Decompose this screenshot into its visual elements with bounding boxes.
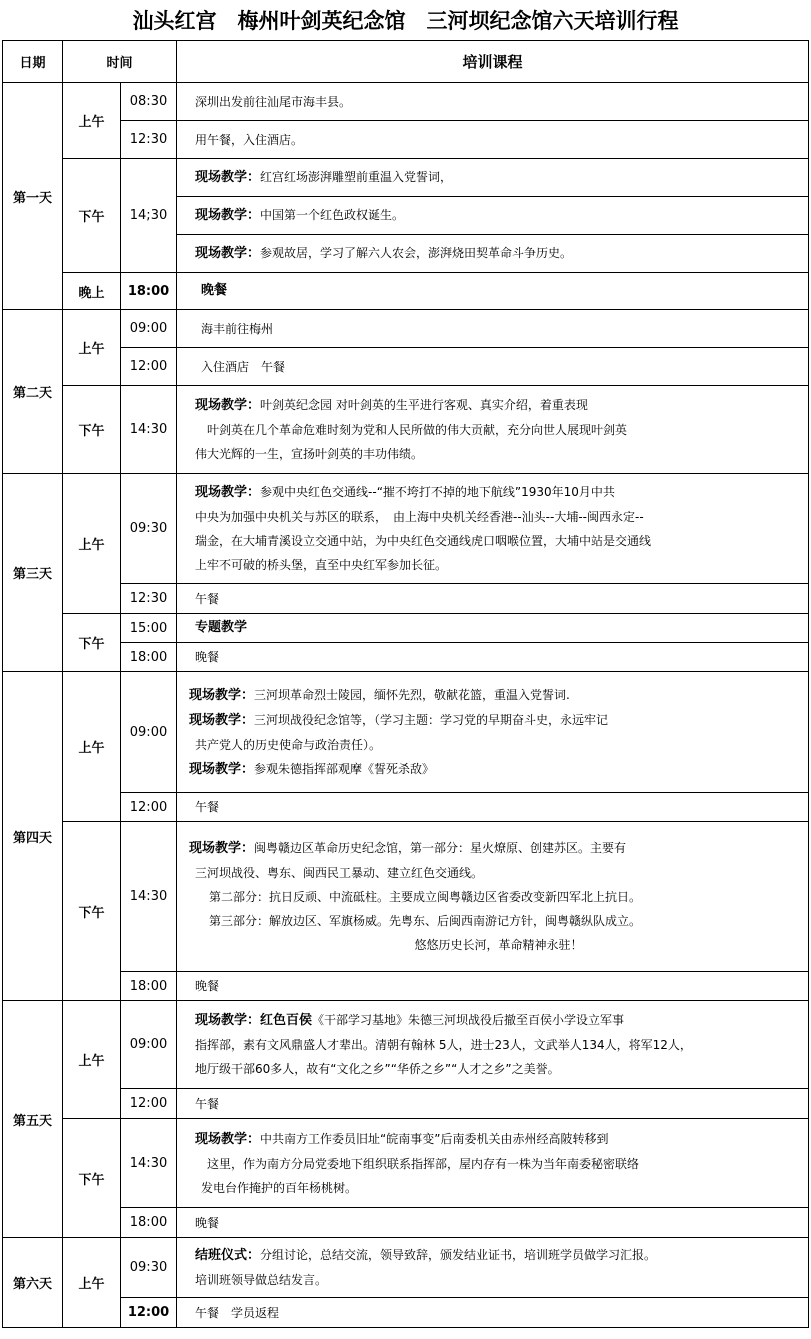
teach-label: 现场教学： xyxy=(195,485,261,500)
teach-label: 现场教学： xyxy=(189,687,255,703)
day3-time-2: 12:30 xyxy=(121,584,177,614)
day5-time-2: 12:00 xyxy=(121,1089,177,1119)
day6-time-1: 09:30 xyxy=(121,1238,177,1298)
day1-course-4: 现场教学：中国第一个红色政权诞生。 xyxy=(177,197,809,235)
day2-time-1: 09:00 xyxy=(121,310,177,348)
teach-label: 现场教学： xyxy=(195,1013,261,1028)
table-row xyxy=(3,159,809,197)
day2-course-1: 海丰前往梅州 xyxy=(177,310,809,348)
day6-am: 上午 xyxy=(63,1238,121,1328)
day5-label: 第五天 xyxy=(3,1001,63,1238)
day3-time-4: 18:00 xyxy=(121,643,177,672)
day2-course-3: 现场教学：叶剑英纪念园 对叶剑英的生平进行客观、真实介绍，着重表现 叶剑英在几个革命危难时刻为党和人民所做的伟大贡献，充分向世人展现叶剑英 伟大光辉的一生，宣扬叶剑英的丰功伟绩。 xyxy=(177,386,809,474)
teach-label: 现场教学： xyxy=(189,761,255,777)
day1-pm: 下午 xyxy=(63,159,121,273)
day4-am: 上午 xyxy=(63,672,121,822)
day3-time-1: 09:30 xyxy=(121,474,177,584)
day3-course-3 xyxy=(177,614,809,643)
day3-course-4: 晚餐 xyxy=(177,643,809,672)
header-date: 日期 xyxy=(3,41,63,83)
day1-course-6: 晚餐 xyxy=(177,273,809,310)
day1-course-3: 现场教学：红宫红场澎湃雕塑前重温入党誓词， xyxy=(177,159,809,197)
day1-eve: 晚上 xyxy=(63,273,121,310)
day1-time-4: 18:00 xyxy=(121,273,177,310)
table-row xyxy=(3,822,809,972)
day5-course-2: 午餐 xyxy=(177,1089,809,1119)
day6-course-2: 午餐 学员返程 xyxy=(177,1298,809,1328)
day1-time-1: 08:30 xyxy=(121,83,177,121)
teach-label: 现场教学： xyxy=(195,170,261,185)
day3-course-2: 午餐 xyxy=(177,584,809,614)
header-course: 培训课程 xyxy=(177,41,809,83)
day2-am: 上午 xyxy=(63,310,121,386)
day4-time-4: 18:00 xyxy=(121,972,177,1001)
day4-time-2: 12:00 xyxy=(121,793,177,822)
table-row xyxy=(3,273,809,310)
table-row xyxy=(3,793,809,822)
table-row xyxy=(3,474,809,584)
table-row xyxy=(3,672,809,793)
day6-label: 第六天 xyxy=(3,1238,63,1328)
day6-time-2: 12:00 xyxy=(121,1298,177,1328)
table-row xyxy=(3,1119,809,1208)
table-row xyxy=(3,972,809,1001)
table-row xyxy=(3,614,809,643)
day4-course-1: 现场教学：三河坝革命烈士陵园，缅怀先烈，敬献花篮，重温入党誓词. 现场教学：三河坝战役纪念馆等，（学习主题：学习党的早期奋斗史，永远牢记 共产党人的历史使命与政治责任）。 现场教学：参观朱德指挥部观摩《誓死杀敌》 xyxy=(177,672,809,793)
day1-course-5: 现场教学：参观故居，学习了解六人农会，澎湃烧田契革命斗争历史。 xyxy=(177,235,809,273)
table-row xyxy=(3,1089,809,1119)
table-row xyxy=(3,1001,809,1089)
table-row xyxy=(3,83,809,121)
day4-time-1: 09:00 xyxy=(121,672,177,793)
day2-time-2: 12:00 xyxy=(121,348,177,386)
teach-label: 现场教学： xyxy=(195,398,261,413)
closing-label: 结班仪式： xyxy=(195,1248,261,1263)
table-row xyxy=(3,310,809,348)
day3-pm: 下午 xyxy=(63,614,121,672)
table-row xyxy=(3,386,809,474)
day5-am: 上午 xyxy=(63,1001,121,1119)
table-row xyxy=(3,1298,809,1328)
table-row xyxy=(3,1208,809,1238)
day3-course-1: 现场教学：参观中央红色交通线--“摧不垮打不掉的地下航线”1930年10月中共 中央为加强中央机关与苏区的联系， 由上海中央机关经香港--汕头--大埔--闽西永定-- 瑞金，在大埔青溪设立交通中站，为中央红色交通线虎口咽喉位置，大埔中站是交通线 上牢不可破的桥头堡，直至中央红军参加长征。 xyxy=(177,474,809,584)
day4-course-2: 午餐 xyxy=(177,793,809,822)
teach-label: 现场教学： xyxy=(189,712,255,728)
teach-label: 现场教学： xyxy=(189,841,255,856)
teach-label: 现场教学： xyxy=(195,246,261,261)
day2-label: 第二天 xyxy=(3,310,63,474)
day2-course-2: 入住酒店 午餐 xyxy=(177,348,809,386)
schedule-table xyxy=(2,40,809,1328)
day4-course-3: 现场教学：闽粤赣边区革命历史纪念馆，第一部分：星火燎原、创建苏区。主要有 三河坝战役、粤东、闽西民工暴动、建立红色交通线。 第二部分：抗日反顽、中流砥柱。主要成立闽粤赣边区省委改变新四军北上抗日。 第三部分：解放边区、军旗杨威。先粤东、后闽西南游记方针，闽粤赣纵队成立。 悠悠历史长河，革命精神永驻！ xyxy=(177,822,809,972)
table-row xyxy=(3,584,809,614)
day1-time-2: 12:30 xyxy=(121,121,177,159)
day2-time-3: 14:30 xyxy=(121,386,177,474)
day1-course-2: 用午餐，入住酒店。 xyxy=(177,121,809,159)
day5-pm: 下午 xyxy=(63,1119,121,1238)
day6-course-1: 结班仪式：分组讨论，总结交流，领导致辞，颁发结业证书，培训班学员做学习汇报。 培训班领导做总结发言。 xyxy=(177,1238,809,1298)
special-label: 专题教学 xyxy=(195,620,248,635)
teach-label: 现场教学： xyxy=(195,208,261,223)
day3-time-3: 15:00 xyxy=(121,614,177,643)
day5-time-3: 14:30 xyxy=(121,1119,177,1208)
day5-course-1: 现场教学：红色百侯《干部学习基地》朱德三河坝战役后撤至百侯小学设立军事 指挥部，素有文风鼎盛人才辈出。清朝有翰林 5人，进士23人，文武举人134人，将军12人， 地厅级干部60多人，故有“文化之乡”“华侨之乡”“人才之乡”之美誉。 xyxy=(177,1001,809,1089)
day1-course-1: 深圳出发前往汕尾市海丰县。 xyxy=(177,83,809,121)
day5-time-1: 09:00 xyxy=(121,1001,177,1089)
day4-label: 第四天 xyxy=(3,672,63,1001)
day4-pm: 下午 xyxy=(63,822,121,1001)
page-title: 汕头红宫 梅州叶剑英纪念馆 三河坝纪念馆六天培训行程 xyxy=(132,8,679,33)
day5-time-4: 18:00 xyxy=(121,1208,177,1238)
header-row xyxy=(3,41,809,83)
header-time: 时间 xyxy=(63,41,177,83)
day1-time-3: 14;30 xyxy=(121,159,177,273)
teach-label: 现场教学： xyxy=(195,1131,261,1147)
day1-am: 上午 xyxy=(63,83,121,159)
day5-course-3: 现场教学：中共南方工作委员旧址“皖南事变”后南委机关由赤州经高陂转移到 这里，作为南方分局党委地下组织联系指挥部，屋内存有一株为当年南委秘密联络 发电台作掩护的百年杨桃树。 xyxy=(177,1119,809,1208)
day4-time-3: 14:30 xyxy=(121,822,177,972)
table-row xyxy=(3,643,809,672)
day1-label: 第一天 xyxy=(3,83,63,310)
day2-pm: 下午 xyxy=(63,386,121,474)
day3-am: 上午 xyxy=(63,474,121,614)
table-row xyxy=(3,348,809,386)
day4-course-4: 晚餐 xyxy=(177,972,809,1001)
table-row xyxy=(3,1238,809,1298)
table-row xyxy=(3,121,809,159)
day3-label: 第三天 xyxy=(3,474,63,672)
day5-course-4: 晚餐 xyxy=(177,1208,809,1238)
